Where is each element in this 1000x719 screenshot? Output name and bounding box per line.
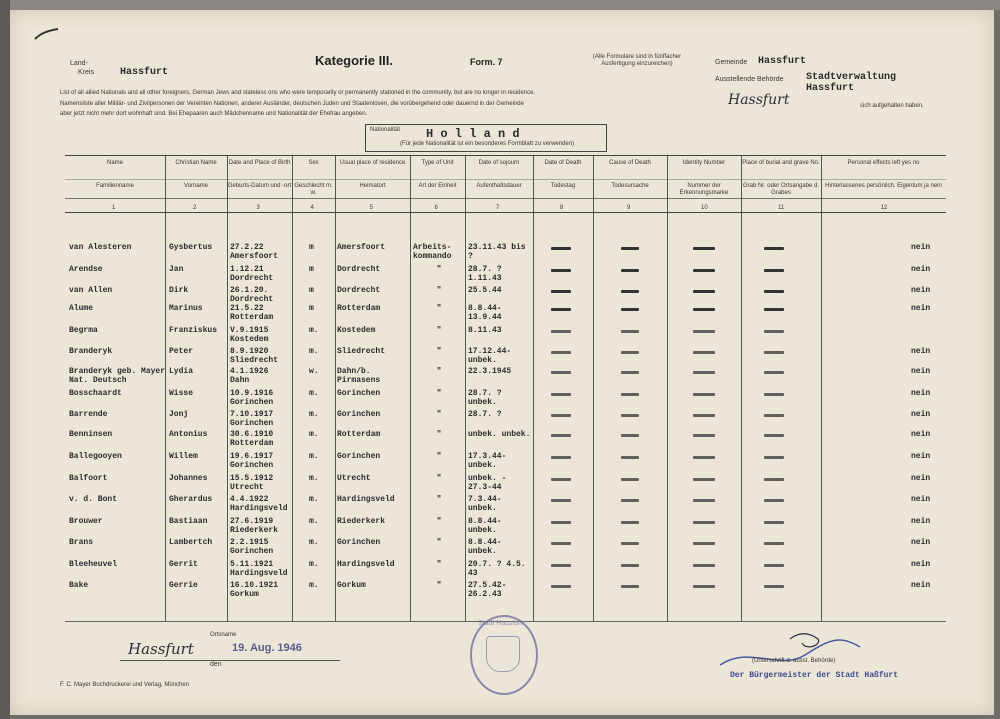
table-row — [65, 560, 946, 580]
cell-home: Gorinchen — [337, 538, 381, 547]
dash-mark — [693, 290, 715, 293]
cell-first: Jan — [169, 265, 184, 274]
table-row — [65, 452, 946, 472]
cell-effects: nein — [911, 560, 931, 569]
cell-home: Dordrecht — [337, 265, 381, 274]
cell-effects: nein — [911, 367, 931, 376]
dash-mark — [693, 499, 715, 502]
dash-mark — [764, 393, 784, 396]
table-row — [65, 367, 946, 387]
column-header-en: Type of Unit — [421, 160, 454, 166]
column-number: 4 — [310, 205, 314, 211]
cell-sex: m. — [309, 474, 319, 483]
dash-mark — [551, 585, 571, 588]
intro-german: Namensliste aller Militär- und Zivilpersonen der Vereinten Nationen, anderer Ausländer, deutschen Juden und Staatenlosen, die vorübergehend oder dauernd in der Gemeinde — [60, 101, 524, 107]
cell-sojourn: 8.11.43 — [468, 326, 502, 335]
cell-home: Gorkum — [337, 581, 366, 590]
column-number: 3 — [256, 205, 260, 211]
kreis-label: Kreis — [78, 69, 94, 76]
table-row — [65, 326, 946, 346]
cell-effects: nein — [911, 347, 931, 356]
cell-sex: m. — [309, 538, 319, 547]
dash-mark — [764, 330, 784, 333]
cell-sex: w. — [309, 367, 319, 376]
ort-value: Hassfurt — [128, 640, 194, 658]
cell-name: Bake — [69, 581, 89, 590]
column-header-de: Heimatort — [359, 183, 386, 189]
cell-unit: " — [436, 304, 442, 313]
dash-mark — [551, 351, 571, 354]
dash-mark — [621, 564, 639, 567]
dash-mark — [551, 478, 571, 481]
cell-birth: 8.9.1920 Sliedrecht — [230, 347, 279, 365]
dash-mark — [764, 456, 784, 459]
cell-effects: nein — [911, 243, 931, 252]
cell-birth: 4.1.1926 Dahn — [230, 367, 269, 385]
cell-birth: 21.5.22 Rotterdam — [230, 304, 274, 322]
cell-birth: 30.6.1910 Rotterdam — [230, 430, 274, 448]
column-header-en: Date of sojourn — [478, 160, 520, 166]
column-header-de: Aufenthaltsdauer — [476, 183, 522, 189]
cell-sojourn: 8.8.44- 13.9.44 — [468, 304, 502, 322]
dash-mark — [551, 499, 571, 502]
dash-mark — [764, 585, 784, 588]
gemeinde-value: Hassfurt — [758, 56, 807, 67]
land-label: Land- — [70, 60, 88, 67]
dash-mark — [693, 247, 715, 250]
cell-name: Branderyk geb. Mayer Nat. Deutsch — [69, 367, 165, 385]
nationality-label: Nationalität — [370, 127, 401, 133]
cell-home: Dahn/b. Pirmasens — [337, 367, 381, 385]
cell-sojourn: 17.12.44- unbek. — [468, 347, 512, 365]
column-header-en: Christian Name — [175, 160, 217, 166]
dash-mark — [693, 414, 715, 417]
table-row — [65, 538, 946, 558]
cell-name: Benninsen — [69, 430, 113, 439]
cell-birth: 10.9.1916 Gorinchen — [230, 389, 274, 407]
column-number: 12 — [880, 205, 888, 211]
column-number-line — [65, 212, 946, 213]
column-header-en: Cause of Death — [609, 160, 651, 166]
dash-mark — [621, 351, 639, 354]
cell-sex: m. — [309, 347, 319, 356]
column-header-en: Identity Number — [682, 160, 726, 166]
cell-birth: 26.1.20. Dordrecht — [230, 286, 274, 304]
column-header-en: Name — [106, 160, 123, 166]
cell-unit: Arbeits- kommando — [413, 243, 452, 261]
dash-mark — [621, 308, 639, 311]
dash-mark — [693, 564, 715, 567]
dash-mark — [621, 247, 639, 250]
cell-sojourn: 28.7. ? — [468, 410, 502, 419]
dash-mark — [621, 393, 639, 396]
cell-sex: m — [309, 304, 314, 313]
cell-effects: nein — [911, 474, 931, 483]
dash-mark — [551, 521, 571, 524]
dash-mark — [693, 371, 715, 374]
dash-mark — [693, 330, 715, 333]
dash-mark — [621, 330, 639, 333]
cell-name: Bleeheuvel — [69, 560, 118, 569]
cell-effects: nein — [911, 265, 931, 274]
dash-mark — [551, 330, 571, 333]
intro-german-2: aber jetzt nicht mehr dort wohnhaft sind. Bei Ehepaaren auch Mädchenname und Nationalität der Ehefrau angeben. — [60, 111, 368, 117]
cell-home: Riederkerk — [337, 517, 386, 526]
dash-mark — [551, 434, 571, 437]
cell-sex: m. — [309, 389, 319, 398]
dash-mark — [693, 478, 715, 481]
column-header-en: Sex — [308, 160, 319, 166]
column-header-de: Geburts-Datum und -ort — [227, 183, 292, 189]
cell-home: Dordrecht — [337, 286, 381, 295]
cell-name: v. d. Bont — [69, 495, 118, 504]
scan-edge-left — [0, 0, 10, 719]
dash-mark — [693, 434, 715, 437]
dash-mark — [551, 542, 571, 545]
behoerde-value: Stadtverwaltung Hassfurt — [806, 72, 897, 94]
cell-unit: " — [436, 560, 442, 569]
cell-home: Gorinchen — [337, 410, 381, 419]
cell-birth: 7.10.1917 Gorinchen — [230, 410, 274, 428]
cell-unit: " — [436, 452, 442, 461]
cell-sojourn: 8.8.44- unbek. — [468, 517, 502, 535]
cell-sex: m. — [309, 430, 319, 439]
dash-mark — [693, 585, 715, 588]
cell-name: Begrma — [69, 326, 98, 335]
cell-first: Dirk — [169, 286, 189, 295]
dash-mark — [551, 393, 571, 396]
cell-birth: 15.5.1912 Utrecht — [230, 474, 274, 492]
cell-first: Lambertch — [169, 538, 213, 547]
column-header-de: Todestag — [550, 183, 576, 189]
cell-unit: " — [436, 367, 442, 376]
cell-effects: nein — [911, 517, 931, 526]
cell-home: Amersfoort — [337, 243, 386, 252]
nationality-value: H o l l a n d — [426, 127, 520, 141]
dash-mark — [764, 247, 784, 250]
column-header-en: Place of burial and grave No. — [742, 160, 820, 166]
cell-sex: m. — [309, 560, 319, 569]
cell-birth: 27.2.22 Amersfoort — [230, 243, 279, 261]
cell-sojourn: 23.11.43 bis ? — [468, 243, 526, 261]
cell-birth: V.9.1915 Kostedem — [230, 326, 269, 344]
cell-unit: " — [436, 430, 442, 439]
column-number: 2 — [193, 205, 197, 211]
cell-name: Bosschaardt — [69, 389, 122, 398]
cell-name: Brans — [69, 538, 94, 547]
gemeinde-label: Gemeinde — [715, 59, 748, 66]
dash-mark — [764, 542, 784, 545]
cell-unit: " — [436, 495, 442, 504]
cell-sojourn: 28.7. ? 1.11.43 — [468, 265, 502, 283]
intro-english: List of all allied Nationals and all other foreigners, German Jews and stateless ons who were temporarily or permanently stationed in the community, but are no longer in residence. — [60, 90, 536, 96]
dash-mark — [764, 269, 784, 272]
table-row — [65, 517, 946, 537]
column-number: 5 — [369, 205, 373, 211]
cell-sex: m — [309, 265, 314, 274]
page-title: Kategorie III. — [315, 53, 394, 68]
column-number: 10 — [701, 205, 708, 211]
cell-birth: 19.6.1917 Gorinchen — [230, 452, 274, 470]
cell-sojourn: 20.7. ? 4.5. 43 — [468, 560, 526, 578]
register-table — [65, 155, 946, 622]
cell-name: Barrende — [69, 410, 108, 419]
cell-name: Alume — [69, 304, 94, 313]
handwritten-place: Hassfurt — [728, 92, 790, 108]
cell-unit: " — [436, 265, 442, 274]
cell-effects: nein — [911, 452, 931, 461]
table-row — [65, 304, 946, 324]
column-number: 6 — [434, 205, 438, 211]
cell-first: Peter — [169, 347, 194, 356]
dash-mark — [551, 564, 571, 567]
cell-effects: nein — [911, 286, 931, 295]
dash-mark — [621, 434, 639, 437]
column-header-de: Geschlecht m. w. — [294, 183, 333, 196]
dash-mark — [764, 564, 784, 567]
dash-mark — [551, 456, 571, 459]
dash-mark — [621, 414, 639, 417]
dash-mark — [621, 290, 639, 293]
date-stamp: 19. Aug. 1946 — [232, 642, 302, 654]
dash-mark — [551, 308, 571, 311]
dash-mark — [764, 351, 784, 354]
mayor-stamp: Der Bürgermeister der Stadt Haßfurt — [730, 671, 899, 680]
cell-sex: m. — [309, 495, 319, 504]
dash-mark — [621, 371, 639, 374]
column-header-de: Vorname — [183, 183, 208, 189]
cell-name: Brouwer — [69, 517, 103, 526]
cell-sex: m. — [309, 326, 319, 335]
cell-sex: m. — [309, 410, 319, 419]
date-underline — [230, 660, 340, 661]
dash-mark — [693, 308, 715, 311]
cell-unit: " — [436, 326, 442, 335]
cell-first: Gysbertus — [169, 243, 213, 252]
cell-unit: " — [436, 538, 442, 547]
dash-mark — [764, 371, 784, 374]
cell-sojourn: unbek. unbek. — [468, 430, 531, 439]
cell-home: Sliedrecht — [337, 347, 386, 356]
dash-mark — [764, 478, 784, 481]
den-label: den — [210, 661, 222, 668]
cell-first: Johannes — [169, 474, 208, 483]
column-number: 9 — [627, 205, 631, 211]
table-row — [65, 581, 946, 601]
dash-mark — [693, 542, 715, 545]
column-number: 1 — [112, 205, 116, 211]
table-row — [65, 286, 946, 306]
cell-unit: " — [436, 474, 442, 483]
dash-mark — [764, 414, 784, 417]
dash-mark — [621, 456, 639, 459]
column-number: 7 — [496, 205, 500, 211]
signature-label: (Unterschrift d. ausst. Behörde) — [752, 658, 836, 664]
ink-mark-icon — [34, 28, 60, 42]
column-header-de: Art der Einheit — [418, 183, 457, 189]
cell-sex: m — [309, 286, 314, 295]
dash-mark — [764, 521, 784, 524]
table-row — [65, 410, 946, 430]
cell-first: Willem — [169, 452, 198, 461]
cell-effects: nein — [911, 389, 931, 398]
cell-unit: " — [436, 286, 442, 295]
table-row — [65, 389, 946, 409]
scan-edge-top — [0, 0, 1000, 10]
cell-sojourn: 27.5.42- 26.2.43 — [468, 581, 507, 599]
table-row — [65, 430, 946, 450]
dash-mark — [621, 269, 639, 272]
cell-effects: nein — [911, 410, 931, 419]
table-row — [65, 495, 946, 515]
header-bottom-line — [65, 198, 946, 199]
dash-mark — [621, 521, 639, 524]
cell-birth: 16.10.1921 Gorkum — [230, 581, 279, 599]
cell-sex: m. — [309, 581, 319, 590]
dash-mark — [764, 308, 784, 311]
cell-first: Gerrit — [169, 560, 198, 569]
table-row — [65, 243, 946, 263]
dash-mark — [551, 269, 571, 272]
column-header-de: Familienname — [96, 183, 134, 189]
cell-effects: nein — [911, 495, 931, 504]
table-row — [65, 474, 946, 494]
cell-birth: 4.4.1922 Hardingsveld — [230, 495, 288, 513]
dash-mark — [551, 414, 571, 417]
document-sheet — [10, 10, 994, 715]
dash-mark — [621, 585, 639, 588]
form-number: Form. 7 — [470, 57, 503, 67]
intro-german-end: sich aufgehalten haben, — [860, 103, 924, 109]
cell-unit: " — [436, 389, 442, 398]
dash-mark — [693, 521, 715, 524]
cell-effects: nein — [911, 304, 931, 313]
column-header-en: Usual place of residence — [339, 160, 406, 166]
cell-sex: m. — [309, 517, 319, 526]
column-header-de: Hinterlassenes persönlich. Eigentum ja nein — [825, 183, 942, 189]
cell-first: Lydia — [169, 367, 194, 376]
column-header-de: Grab Nr. oder Ortsangabe d. Grabes — [742, 183, 820, 196]
dash-mark — [764, 290, 784, 293]
cell-home: Gorinchen — [337, 389, 381, 398]
cell-unit: " — [436, 347, 442, 356]
cell-name: Ballegooyen — [69, 452, 122, 461]
dash-mark — [693, 456, 715, 459]
column-number: 11 — [778, 205, 785, 211]
cell-name: Arendse — [69, 265, 103, 274]
dash-mark — [621, 478, 639, 481]
cell-sojourn: 22.3.1945 — [468, 367, 512, 376]
column-number: 8 — [560, 205, 564, 211]
dash-mark — [693, 269, 715, 272]
cell-home: Rotterdam — [337, 304, 381, 313]
cell-first: Antonius — [169, 430, 208, 439]
cell-birth: 1.12.21 Dordrecht — [230, 265, 274, 283]
cell-home: Kostedem — [337, 326, 376, 335]
cell-sojourn: 8.8.44- unbek. — [468, 538, 502, 556]
cell-first: Franziskus — [169, 326, 218, 335]
column-header-en: Date and Place of Birth — [228, 160, 291, 166]
dash-mark — [621, 499, 639, 502]
cell-first: Gerrie — [169, 581, 198, 590]
cell-first: Bastiaan — [169, 517, 208, 526]
cell-sojourn: 28.7. ? unbek. — [468, 389, 502, 407]
cell-birth: 27.6.1919 Riederkerk — [230, 517, 279, 535]
cell-home: Hardingsveld — [337, 560, 395, 569]
dash-mark — [764, 499, 784, 502]
cell-effects: nein — [911, 430, 931, 439]
behoerde-label: Ausstellende Behörde — [715, 76, 784, 83]
cell-name: Branderyk — [69, 347, 113, 356]
dash-mark — [764, 434, 784, 437]
cell-home: Gorinchen — [337, 452, 381, 461]
signature-icon — [710, 625, 870, 675]
cell-home: Utrecht — [337, 474, 371, 483]
dash-mark — [693, 351, 715, 354]
nationality-note: (Für jede Nationalität ist ein besonderes Formblatt zu verwenden) — [400, 141, 575, 147]
column-header-en: Personal effects left yes no — [847, 160, 920, 166]
seal-text: Stadt Hassfurt — [478, 620, 523, 627]
cell-home: Hardingsveld — [337, 495, 395, 504]
ort-label: Ortsname — [210, 632, 237, 638]
copies-note: (Alle Formulare sind in fünffacher Ausfertigung einzureichen) — [592, 54, 682, 67]
column-header-de: Nummer der Erkennungsmarke — [679, 183, 729, 196]
column-header-en: Date of Death — [544, 160, 582, 166]
cell-name: Balfoort — [69, 474, 108, 483]
cell-name: van Alesteren — [69, 243, 132, 252]
cell-sex: m — [309, 243, 314, 252]
cell-birth: 2.2.1915 Gorinchen — [230, 538, 274, 556]
cell-birth: 5.11.1921 Hardingsveld — [230, 560, 288, 578]
cell-first: Jonj — [169, 410, 189, 419]
dash-mark — [693, 393, 715, 396]
cell-sojourn: 17.3.44- unbek. — [468, 452, 507, 470]
cell-home: Rotterdam — [337, 430, 381, 439]
cell-unit: " — [436, 517, 442, 526]
dash-mark — [551, 290, 571, 293]
table-row — [65, 265, 946, 285]
seal-coat-of-arms-icon — [486, 636, 520, 672]
publisher-line: F. C. Mayer Buchdruckerei und Verlag, München — [60, 682, 190, 688]
cell-unit: " — [436, 581, 442, 590]
cell-effects: nein — [911, 538, 931, 547]
cell-sojourn: unbek. - 27.3-44 — [468, 474, 507, 492]
cell-sojourn: 25.5.44 — [468, 286, 502, 295]
cell-first: Gherardus — [169, 495, 213, 504]
table-row — [65, 347, 946, 367]
cell-first: Marinus — [169, 304, 203, 313]
cell-sojourn: 7.3.44- unbek. — [468, 495, 502, 513]
dash-mark — [551, 247, 571, 250]
cell-unit: " — [436, 410, 442, 419]
dash-mark — [551, 371, 571, 374]
column-header-de: Todesursache — [611, 183, 649, 189]
cell-sex: m. — [309, 452, 319, 461]
cell-name: van Allen — [69, 286, 113, 295]
kreis-value: Hassfurt — [120, 67, 169, 78]
nationality-box — [365, 124, 607, 152]
dash-mark — [621, 542, 639, 545]
cell-first: Wisse — [169, 389, 194, 398]
cell-effects: nein — [911, 581, 931, 590]
header-divider — [65, 179, 946, 180]
